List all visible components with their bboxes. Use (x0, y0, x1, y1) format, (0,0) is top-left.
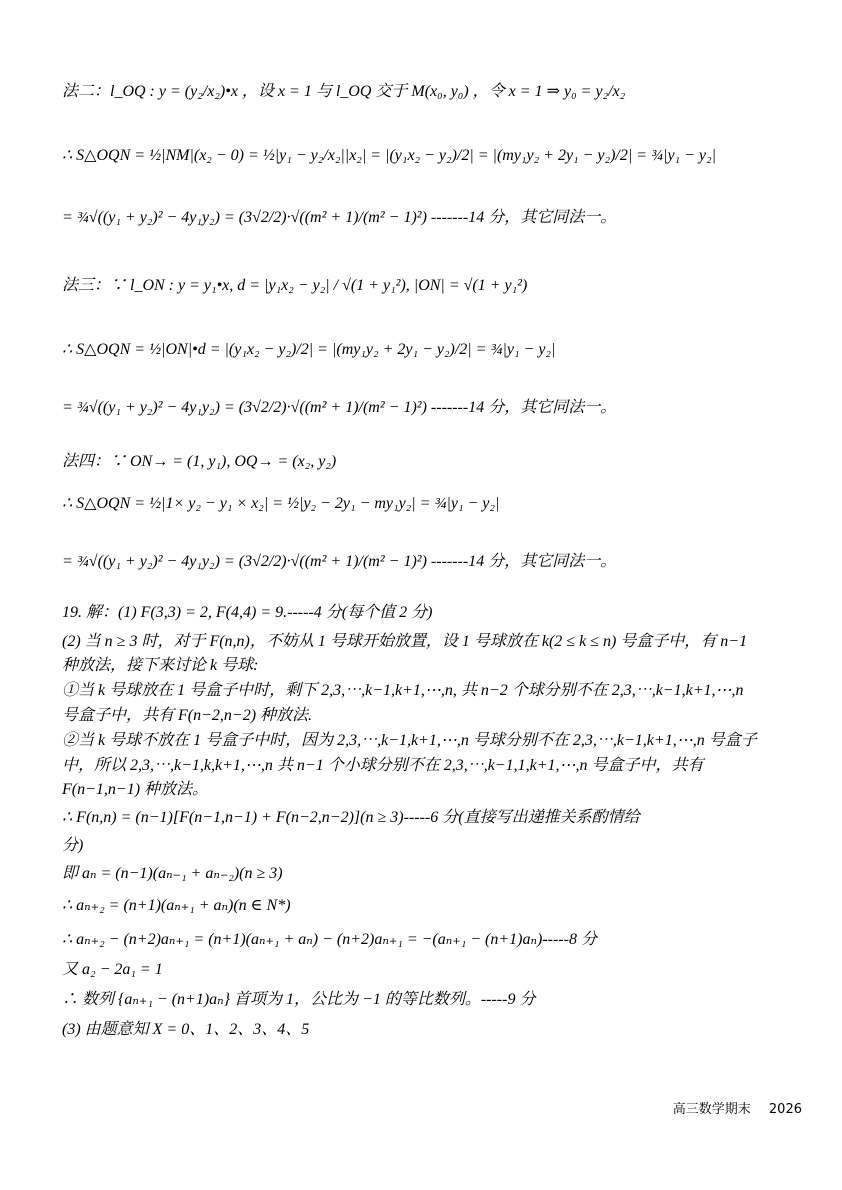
q19-case2-line-2: 中，所以 2,3,⋯,k−1,k,k+1,⋯,n 共 n−1 个小球分别不在 2,3,⋯,k−1,1,k+1,⋯,n 号盒子中，共有 (62, 757, 704, 774)
q19-sequence-line-5: ∴ 数列 {aₙ₊₁ − (n+1)aₙ} 首项为 1，公比为 −1 的等比数列。-----9 分 (62, 991, 536, 1008)
q19-sequence-line-3: ∴ aₙ₊₂ − (n+2)aₙ₊₁ = (n+1)(aₙ₊₁ + aₙ) − (n+2)aₙ₊₁ = −(aₙ₊₁ − (n+1)aₙ)-----8 分 (62, 931, 597, 948)
method-two-line-1: 法二：l_OQ : y = (y₂/x₂)•x ，设 x = 1 与 l_OQ 交于 M(x₀, y₀) ，令 x = 1 ⇒ y₀ = y₂/x₂ (62, 83, 626, 100)
method-three-line-2: ∴ S△OQN = ½|ON|•d = |(y₁x₂ − y₂)/2| = |(my₁y₂ + 2y₁ − y₂)/2| = ¾|y₁ − y₂| (62, 341, 556, 358)
q19-sequence-line-1: 即 aₙ = (n−1)(aₙ₋₁ + aₙ₋₂)(n ≥ 3) (62, 865, 283, 882)
method-three-line-3: = ¾√((y₁ + y₂)² − 4y₁y₂) = (3√2/2)·√((m² + 1)/(m² − 1)²) -------14 分，其它同法一。 (62, 399, 617, 416)
method-four-line-1: 法四：∵ ON→ = (1, y₁), OQ→ = (x₂, y₂) (62, 453, 337, 470)
method-four-line-2: ∴ S△OQN = ½|1× y₂ − y₁ × x₂| = ½|y₂ − 2y₁ − my₁y₂| = ¾|y₁ − y₂| (62, 495, 500, 512)
q19-sequence-line-2: ∴ aₙ₊₂ = (n+1)(aₙ₊₁ + aₙ)(n ∈ N*) (62, 897, 291, 914)
q19-case1-line-2: 号盒子中，共有 F(n−2,n−2) 种放法. (62, 707, 313, 724)
q19-part2-line-1: (2) 当 n ≥ 3 时，对于 F(n,n)，不妨从 1 号球开始放置，设 1 号球放在 k(2 ≤ k ≤ n) 号盒子中，有 n−1 (62, 633, 748, 650)
q19-part2-line-2: 种放法，接下来讨论 k 号球: (62, 657, 259, 674)
method-three-line-1: 法三：∵ l_ON : y = y₁•x, d = |y₁x₂ − y₂| / √(1 + y₁²), |ON| = √(1 + y₁²) (62, 277, 528, 294)
q19-case1-line-1: ①当 k 号球放在 1 号盒子中时，剩下 2,3,⋯,k−1,k+1,⋯,n, 共 n−2 个球分别不在 2,3,⋯,k−1,k+1,⋯,n (62, 682, 744, 699)
method-four-line-3: = ¾√((y₁ + y₂)² − 4y₁y₂) = (3√2/2)·√((m² + 1)/(m² − 1)²) -------14 分，其它同法一。 (62, 553, 617, 570)
q19-recurrence-line-2: 分) (62, 837, 84, 854)
q19-part3: (3) 由题意知 X = 0、1、2、3、4、5 (62, 1021, 310, 1038)
method-two-line-2: ∴ S△OQN = ½|NM|(x₂ − 0) = ½|y₁ − y₂/x₂||x₂| = |(y₁x₂ − y₂)/2| = |(my₁y₂ + 2y₁ − y₂)/2| = ¾|y₁ − y₂| (62, 147, 716, 164)
page-footer (659, 1098, 802, 1117)
method-two-line-3: = ¾√((y₁ + y₂)² − 4y₁y₂) = (3√2/2)·√((m² + 1)/(m² − 1)²) -------14 分，其它同法一。 (62, 209, 617, 226)
footer-title: 高三数学期末 (672, 1102, 751, 1117)
footer-year: 2026 (768, 1102, 802, 1117)
q19-recurrence-line-1: ∴ F(n,n) = (n−1)[F(n−1,n−1) + F(n−2,n−2)](n ≥ 3)-----6 分(直接写出递推关系酌情给 (62, 809, 640, 826)
q19-case2-line-3: F(n−1,n−1) 种放法。 (62, 781, 209, 798)
q19-case2-line-1: ②当 k 号球不放在 1 号盒子中时，因为 2,3,⋯,k−1,k+1,⋯,n 号球分别不在 2,3,⋯,k−1,k+1,⋯,n 号盒子 (62, 732, 757, 749)
q19-sequence-line-4: 又 a₂ − 2a₁ = 1 (62, 961, 163, 978)
q19-part1: 19. 解：(1) F(3,3) = 2, F(4,4) = 9.-----4 分(每个值 2 分) (62, 604, 433, 621)
